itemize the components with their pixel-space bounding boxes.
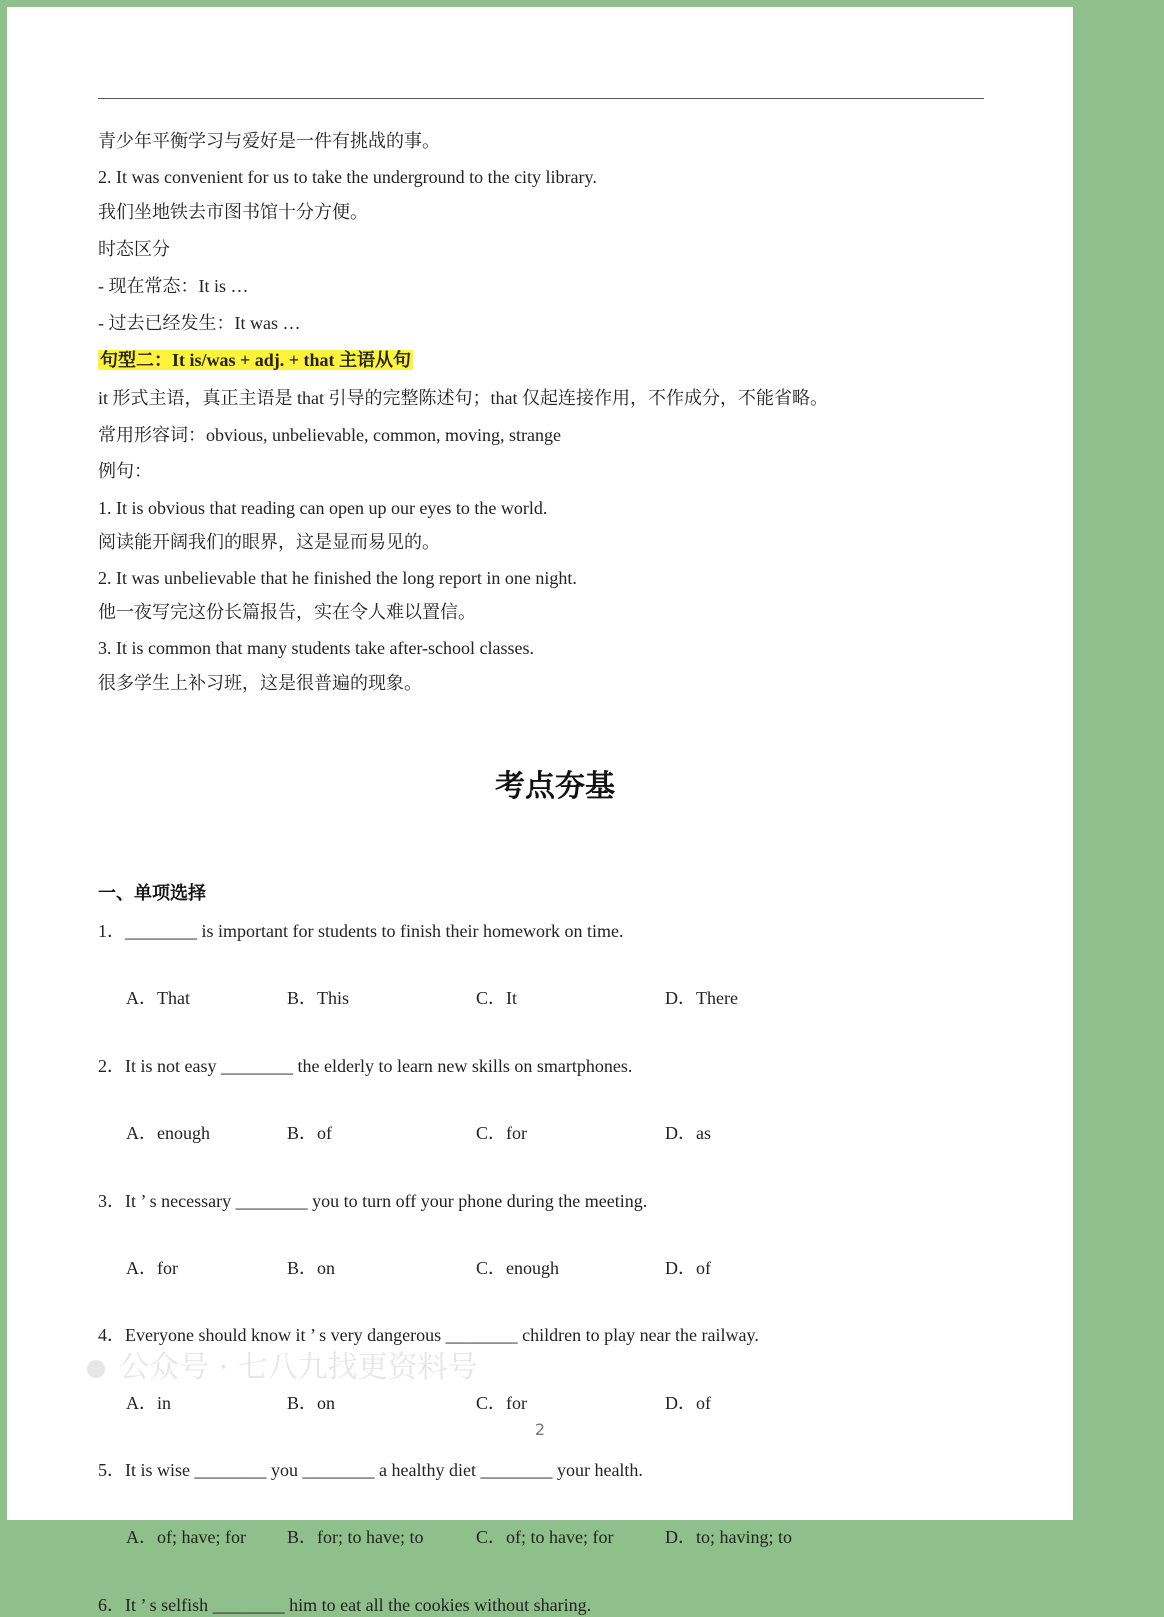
option-c[interactable]: C．for <box>476 1123 527 1143</box>
text-line: 时态区分 <box>98 239 170 259</box>
document-page <box>7 7 1073 1615</box>
option-b[interactable]: B．of <box>287 1123 332 1143</box>
watermark-logo-icon <box>87 1360 105 1378</box>
question-text: 2．It is not easy ________ the elderly to learn new skills on smartphones. <box>98 1056 633 1076</box>
adjective-list: 常用形容词：obvious, unbelievable, common, moving, strange <box>98 425 561 445</box>
watermark-text: 公众号 · 七八九找更资料号 <box>119 1350 478 1385</box>
option-a[interactable]: A．That <box>126 988 190 1008</box>
question-text: 5．It is wise ________ you ________ a healthy diet ________ your health. <box>98 1460 643 1480</box>
question-options <box>126 1121 1026 1145</box>
example-en: 3. It is common that many students take after-school classes. <box>98 638 535 658</box>
question-text: 6．It ’ s selfish ________ him to eat all the cookies without sharing. <box>98 1595 592 1615</box>
section-title: 考点夯基 <box>495 769 615 804</box>
examples-label: 例句： <box>98 461 152 481</box>
option-a[interactable]: A．in <box>126 1393 171 1413</box>
option-b[interactable]: B．on <box>287 1258 336 1278</box>
question-options <box>126 1391 1026 1415</box>
option-d[interactable]: D．to; having; to <box>665 1527 792 1547</box>
example-zh: 他一夜写完这份长篇报告，实在令人难以置信。 <box>98 602 476 622</box>
option-d[interactable]: D．of <box>665 1393 711 1413</box>
example-zh: 很多学生上补习班，这是很普遍的现象。 <box>98 673 422 693</box>
part-title: 一、单项选择 <box>98 883 206 904</box>
text-line: 2. It was convenient for us to take the underground to the city library. <box>98 167 597 187</box>
example-en: 2. It was unbelievable that he finished the long report in one night. <box>98 568 577 588</box>
option-b[interactable]: B．This <box>287 988 350 1008</box>
header-rule <box>98 98 984 99</box>
option-c[interactable]: C．It <box>476 988 518 1008</box>
pattern-heading <box>98 348 413 372</box>
option-b[interactable]: B．on <box>287 1393 336 1413</box>
question-text: 3．It ’ s necessary ________ you to turn off your phone during the meeting. <box>98 1191 648 1211</box>
page-number: 2 <box>534 1420 546 1439</box>
watermark <box>87 1342 478 1386</box>
text-line: - 过去已经发生：It was … <box>98 313 301 333</box>
highlighted-heading: 句型二：It is/was + adj. + that 主语从句 <box>100 350 412 370</box>
question-options <box>126 1256 1026 1280</box>
option-c[interactable]: C．of; to have; for <box>476 1527 614 1547</box>
option-c[interactable]: C．enough <box>476 1258 559 1278</box>
question-options <box>126 1525 1026 1549</box>
question-text: 4．Everyone should know it ’ s very dangerous ________ children to play near the railway. <box>98 1325 759 1345</box>
option-d[interactable]: D．of <box>665 1258 711 1278</box>
pattern-explanation: it 形式主语，真正主语是 that 引导的完整陈述句；that 仅起连接作用，不作成分，不能省略。 <box>98 388 828 408</box>
text-line: 我们坐地铁去市图书馆十分方便。 <box>98 202 368 222</box>
option-b[interactable]: B．for; to have; to <box>287 1527 424 1547</box>
option-a[interactable]: A．enough <box>126 1123 210 1143</box>
example-en: 1. It is obvious that reading can open up our eyes to the world. <box>98 498 548 518</box>
option-c[interactable]: C．for <box>476 1393 527 1413</box>
option-a[interactable]: A．for <box>126 1258 178 1278</box>
option-a[interactable]: A．of; have; for <box>126 1527 246 1547</box>
example-zh: 阅读能开阔我们的眼界，这是显而易见的。 <box>98 532 440 552</box>
option-d[interactable]: D．There <box>665 988 738 1008</box>
text-line: - 现在常态：It is … <box>98 276 249 296</box>
question-text: 1．________ is important for students to finish their homework on time. <box>98 921 624 941</box>
text-line: 青少年平衡学习与爱好是一件有挑战的事。 <box>98 131 440 151</box>
question-options <box>126 986 1026 1010</box>
option-d[interactable]: D．as <box>665 1123 711 1143</box>
